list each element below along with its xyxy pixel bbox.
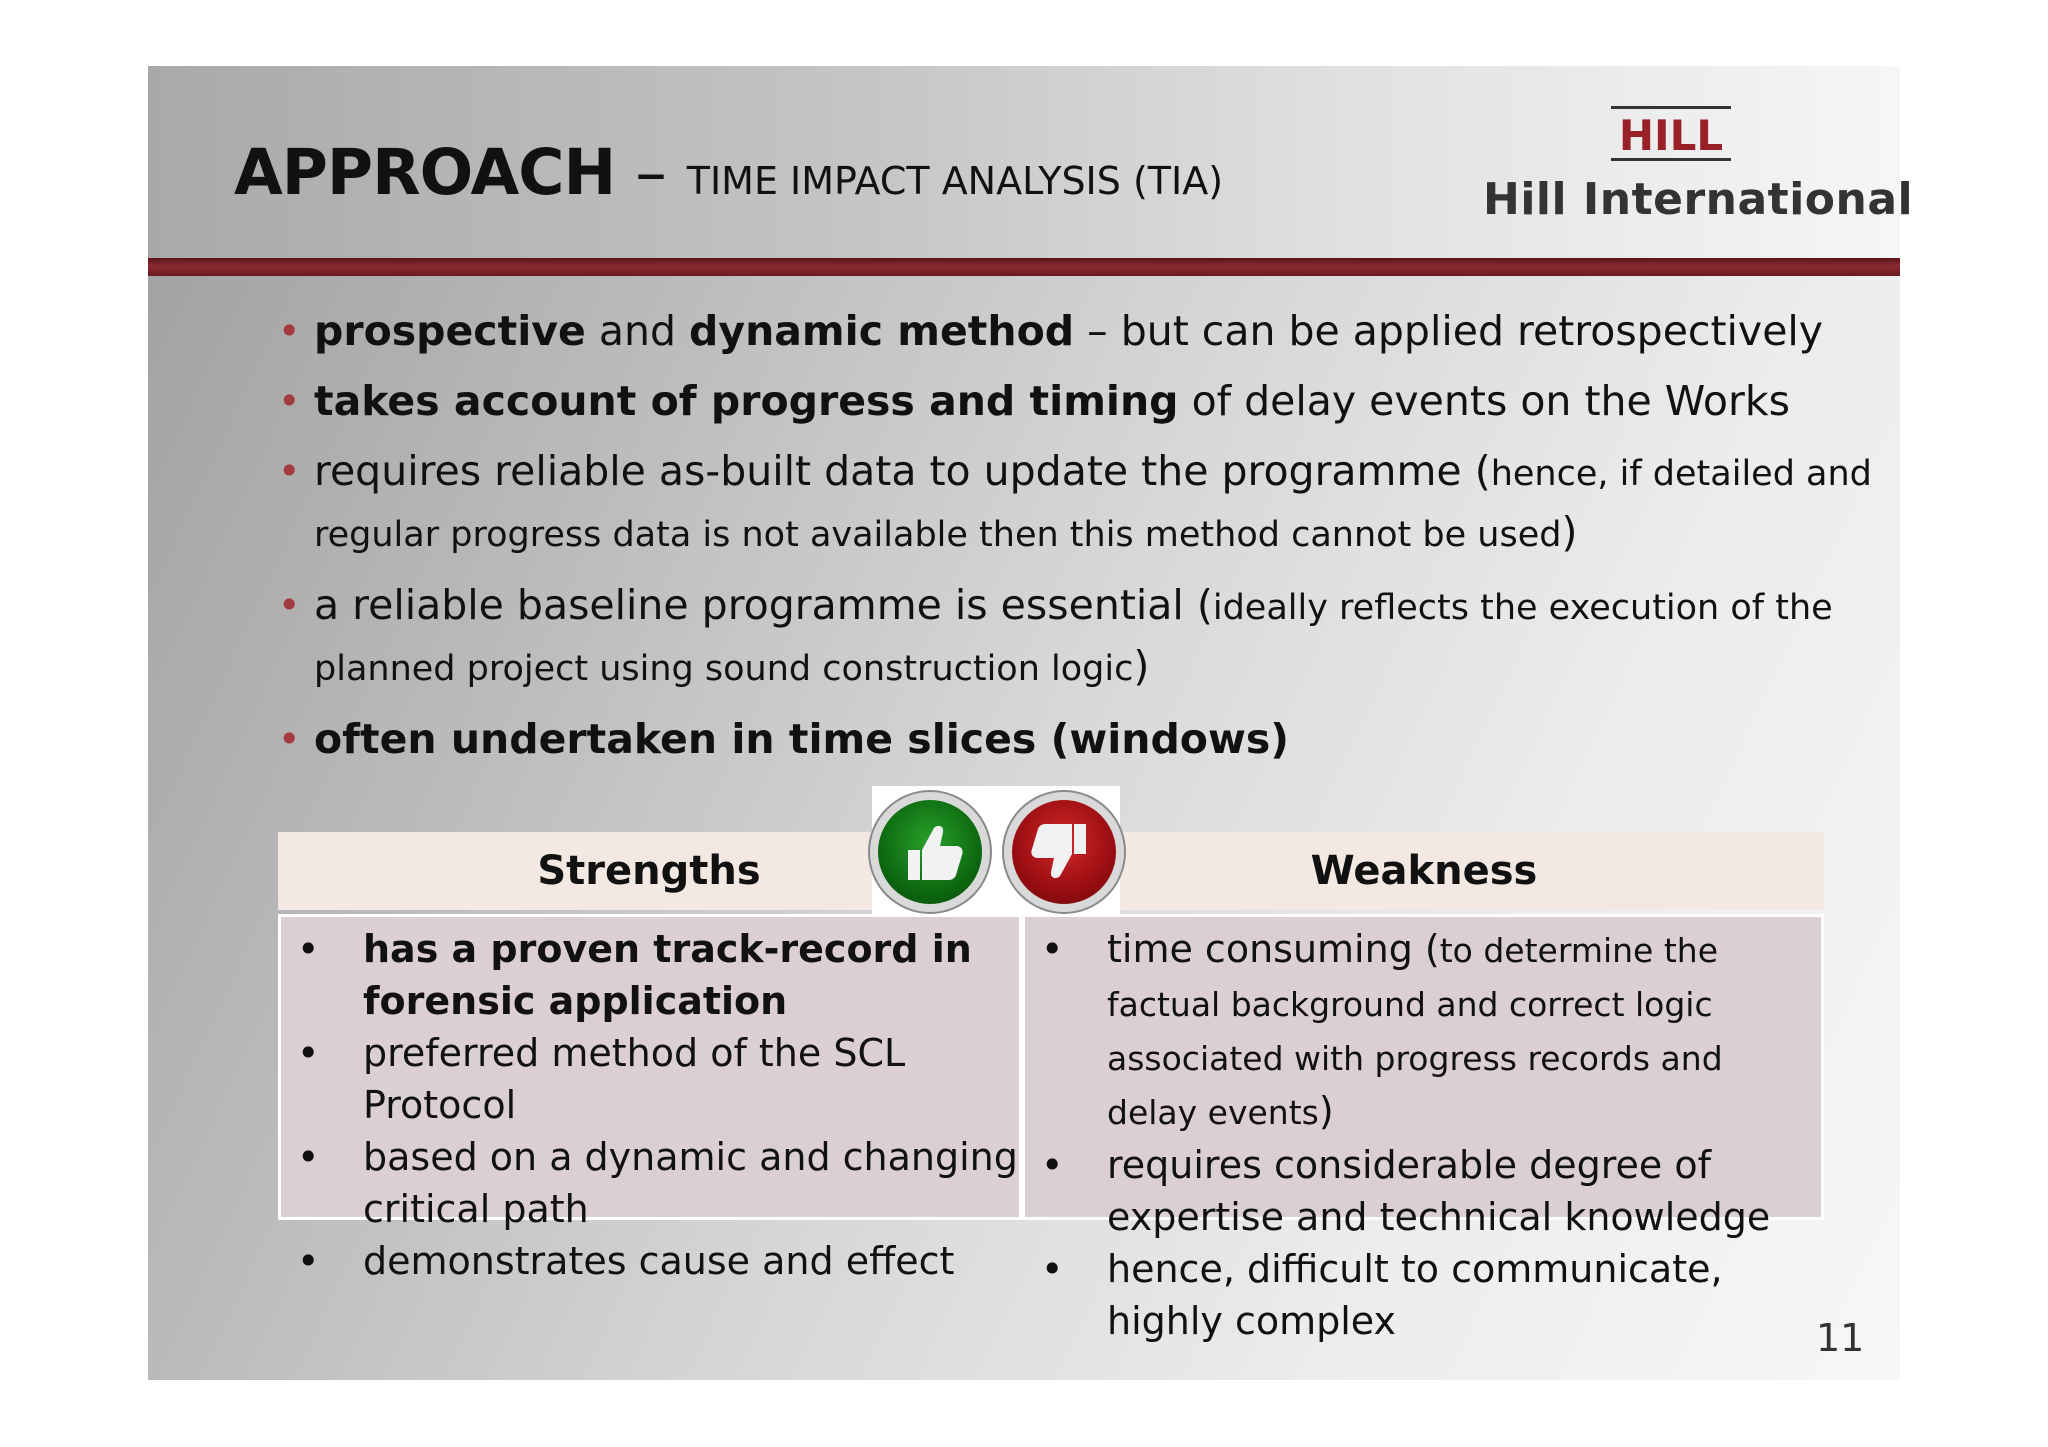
- bullet-item: [272, 576, 1872, 698]
- text-run: based on a dynamic and changing critical path: [363, 1135, 1018, 1231]
- bullet-icon: •: [297, 927, 320, 971]
- page-number: 11: [1816, 1316, 1865, 1360]
- bullet-item: [272, 302, 1872, 360]
- slide-title: [234, 136, 1223, 209]
- text-run: has a proven track-record in forensic application: [363, 927, 972, 1023]
- text-run: takes account of progress and timing: [314, 377, 1179, 425]
- bullet-icon: •: [1041, 1247, 1064, 1291]
- strengths-header: Strengths: [278, 832, 1020, 910]
- text-run: requires reliable as-built data to update the programme (: [314, 447, 1491, 495]
- bullet-dot-icon: •: [278, 449, 301, 493]
- text-run: requires considerable degree of expertise and technical knowledge: [1107, 1143, 1771, 1239]
- bullet-dot-icon: •: [278, 583, 301, 627]
- hill-logo-mark: [1611, 106, 1731, 166]
- list-item: [1025, 1243, 1821, 1347]
- bullet-dot-icon: •: [278, 309, 301, 353]
- text-run: of delay events on the Works: [1178, 377, 1790, 425]
- bullet-icon: •: [1041, 927, 1064, 971]
- thumbs-down-icon: [1012, 800, 1116, 904]
- strengths-cell: [278, 914, 1022, 1283]
- list-item: [1025, 1139, 1821, 1243]
- strengths-list: [281, 917, 1019, 1287]
- text-run: preferred method of the SCL Protocol: [363, 1031, 906, 1127]
- text-run: and: [585, 307, 689, 355]
- slide-header: [148, 66, 1914, 258]
- text-run: – but can be applied retrospectively: [1074, 307, 1824, 355]
- thumbs-icons: [872, 786, 1120, 916]
- text-run: hence, difficult to communicate, highly complex: [1107, 1247, 1723, 1343]
- slide: [148, 66, 1914, 1380]
- list-item: [281, 1131, 1019, 1235]
- bullet-dot-icon: •: [278, 717, 301, 761]
- thumbs-up-icon: [878, 800, 982, 904]
- text-run: hence, if detailed and regular progress data is not available then this method cannot be used: [314, 454, 1872, 555]
- bullet-item: [272, 710, 1872, 768]
- text-run: ): [1561, 508, 1578, 556]
- list-item: [281, 923, 1019, 1027]
- text-run: ideally reflects the execution of the planned project using sound construction logic: [314, 588, 1833, 689]
- title-main: APPROACH: [234, 136, 616, 209]
- text-run: often undertaken in time slices (windows): [314, 715, 1289, 763]
- bullet-icon: •: [297, 1239, 320, 1283]
- bullet-dot-icon: •: [278, 379, 301, 423]
- bullet-icon: •: [297, 1031, 320, 1075]
- text-run: ): [1133, 642, 1150, 690]
- text-run: prospective: [314, 307, 586, 355]
- bullet-icon: •: [1041, 1143, 1064, 1187]
- logo-text: Hill International: [1483, 174, 1914, 225]
- weakness-cell: [1022, 914, 1824, 1343]
- bullet-list: [272, 302, 1872, 780]
- list-item: [281, 1235, 1019, 1287]
- bullet-item: [272, 442, 1872, 564]
- text-run: ): [1318, 1089, 1334, 1133]
- title-dash: –: [615, 136, 687, 209]
- list-item: [281, 1027, 1019, 1131]
- title-subtitle: TIME IMPACT ANALYSIS (TIA): [686, 159, 1224, 203]
- bullet-icon: •: [297, 1135, 320, 1179]
- header-accent-band: [148, 258, 1900, 276]
- text-run: a reliable baseline programme is essential (: [314, 581, 1213, 629]
- list-item: [1025, 923, 1821, 1139]
- text-run: demonstrates cause and effect: [363, 1239, 955, 1283]
- weakness-list: [1025, 917, 1821, 1347]
- text-run: time consuming (: [1107, 927, 1440, 971]
- hill-international-logo: [1473, 106, 1914, 256]
- text-run: dynamic method: [689, 307, 1075, 355]
- bullet-item: [272, 372, 1872, 430]
- text-run: to determine the factual background and correct logic associated with progress records and delay events: [1107, 931, 1723, 1132]
- weakness-header: Weakness: [1024, 832, 1824, 910]
- logo-mark-text: HILL: [1618, 111, 1724, 160]
